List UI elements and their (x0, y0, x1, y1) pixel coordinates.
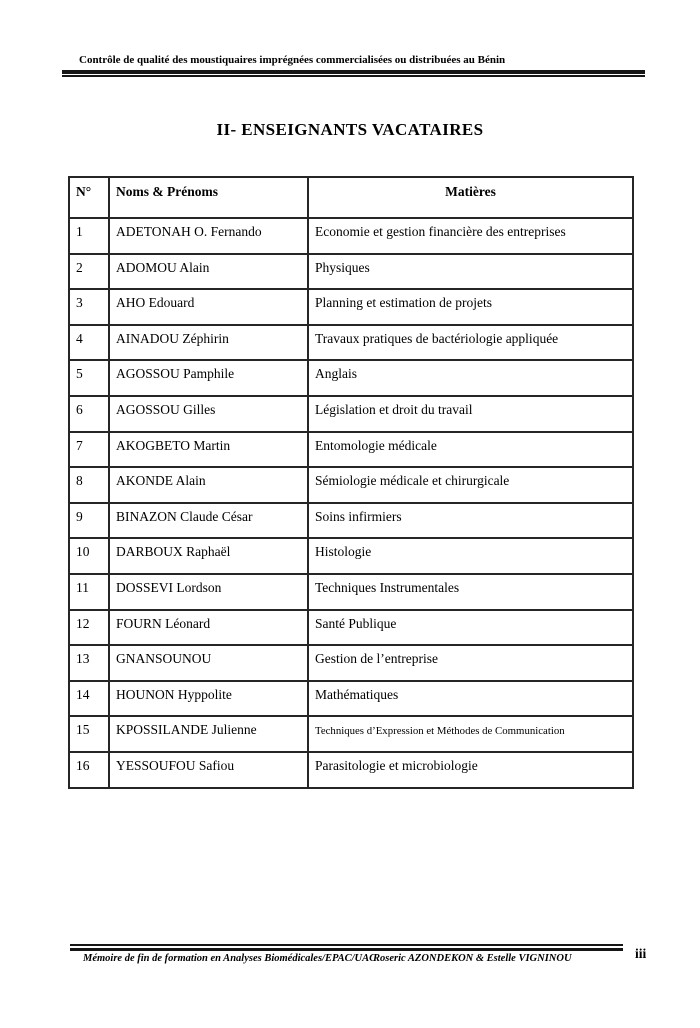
cell-num: 8 (69, 467, 109, 503)
cell-name: AKOGBETO Martin (109, 432, 308, 468)
cell-num: 12 (69, 610, 109, 646)
cell-name: FOURN Léonard (109, 610, 308, 646)
cell-num: 6 (69, 396, 109, 432)
cell-name: AKONDE Alain (109, 467, 308, 503)
cell-num: 13 (69, 645, 109, 681)
cell-name: AHO Edouard (109, 289, 308, 325)
table-row (69, 645, 633, 681)
table-row (69, 254, 633, 290)
cell-subject: Soins infirmiers (308, 503, 633, 539)
cell-num: 2 (69, 254, 109, 290)
table-row (69, 574, 633, 610)
cell-subject: Entomologie médicale (308, 432, 633, 468)
footer-rule-thick-line (70, 948, 623, 952)
footer-authors-text: Roseric AZONDEKON & Estelle VIGNINOU (373, 953, 572, 964)
cell-name: ADETONAH O. Fernando (109, 218, 308, 254)
cell-subject: Techniques d’Expression et Méthodes de Communication (308, 716, 633, 752)
footer-memoir-text: Mémoire de fin de formation en Analyses Biomédicales/EPAC/UAC (83, 953, 377, 964)
cell-name: AGOSSOU Pamphile (109, 360, 308, 396)
column-header-names: Noms & Prénoms (109, 177, 308, 218)
table-row (69, 681, 633, 717)
cell-num: 15 (69, 716, 109, 752)
table-row (69, 503, 633, 539)
cell-subject: Mathématiques (308, 681, 633, 717)
cell-num: 10 (69, 538, 109, 574)
header-rule (62, 70, 645, 77)
cell-subject: Histologie (308, 538, 633, 574)
teachers-table-body (69, 218, 633, 788)
page-number: iii (635, 946, 647, 961)
table-row (69, 716, 633, 752)
cell-num: 3 (69, 289, 109, 325)
header-rule-thin-line (62, 75, 645, 77)
column-header-subjects: Matières (308, 177, 633, 218)
cell-subject: Economie et gestion financière des entreprises (308, 218, 633, 254)
cell-name: AINADOU Zéphirin (109, 325, 308, 361)
table-row (69, 610, 633, 646)
page-title: II- ENSEIGNANTS VACATAIRES (216, 120, 484, 139)
table-row (69, 289, 633, 325)
cell-subject: Physiques (308, 254, 633, 290)
cell-name: DARBOUX Raphaël (109, 538, 308, 574)
cell-num: 4 (69, 325, 109, 361)
table-row (69, 467, 633, 503)
cell-num: 7 (69, 432, 109, 468)
cell-name: BINAZON Claude César (109, 503, 308, 539)
cell-num: 1 (69, 218, 109, 254)
cell-name: DOSSEVI Lordson (109, 574, 308, 610)
table-row (69, 218, 633, 254)
cell-name: KPOSSILANDE Julienne (109, 716, 308, 752)
cell-num: 16 (69, 752, 109, 788)
table-row (69, 752, 633, 788)
cell-subject: Sémiologie médicale et chirurgicale (308, 467, 633, 503)
table-row (69, 538, 633, 574)
cell-num: 14 (69, 681, 109, 717)
cell-name: YESSOUFOU Safiou (109, 752, 308, 788)
cell-subject: Travaux pratiques de bactériologie appliquée (308, 325, 633, 361)
cell-name: AGOSSOU Gilles (109, 396, 308, 432)
teachers-table (68, 176, 634, 789)
table-row (69, 396, 633, 432)
cell-name: ADOMOU Alain (109, 254, 308, 290)
cell-subject: Santé Publique (308, 610, 633, 646)
table-row (69, 360, 633, 396)
cell-num: 11 (69, 574, 109, 610)
footer-rule (70, 944, 623, 951)
table-row (69, 432, 633, 468)
cell-num: 5 (69, 360, 109, 396)
table-row (69, 325, 633, 361)
cell-subject: Législation et droit du travail (308, 396, 633, 432)
column-header-number: N° (69, 177, 109, 218)
cell-subject: Parasitologie et microbiologie (308, 752, 633, 788)
cell-subject: Techniques Instrumentales (308, 574, 633, 610)
cell-name: GNANSOUNOU (109, 645, 308, 681)
cell-subject: Anglais (308, 360, 633, 396)
running-header-text: Contrôle de qualité des moustiquaires imprégnées commercialisées ou distribuées au Bénin (79, 54, 506, 66)
cell-name: HOUNON Hyppolite (109, 681, 308, 717)
table-header-row (69, 177, 633, 218)
cell-subject: Gestion de l’entreprise (308, 645, 633, 681)
cell-subject: Planning et estimation de projets (308, 289, 633, 325)
teachers-table-header (69, 177, 633, 218)
cell-num: 9 (69, 503, 109, 539)
